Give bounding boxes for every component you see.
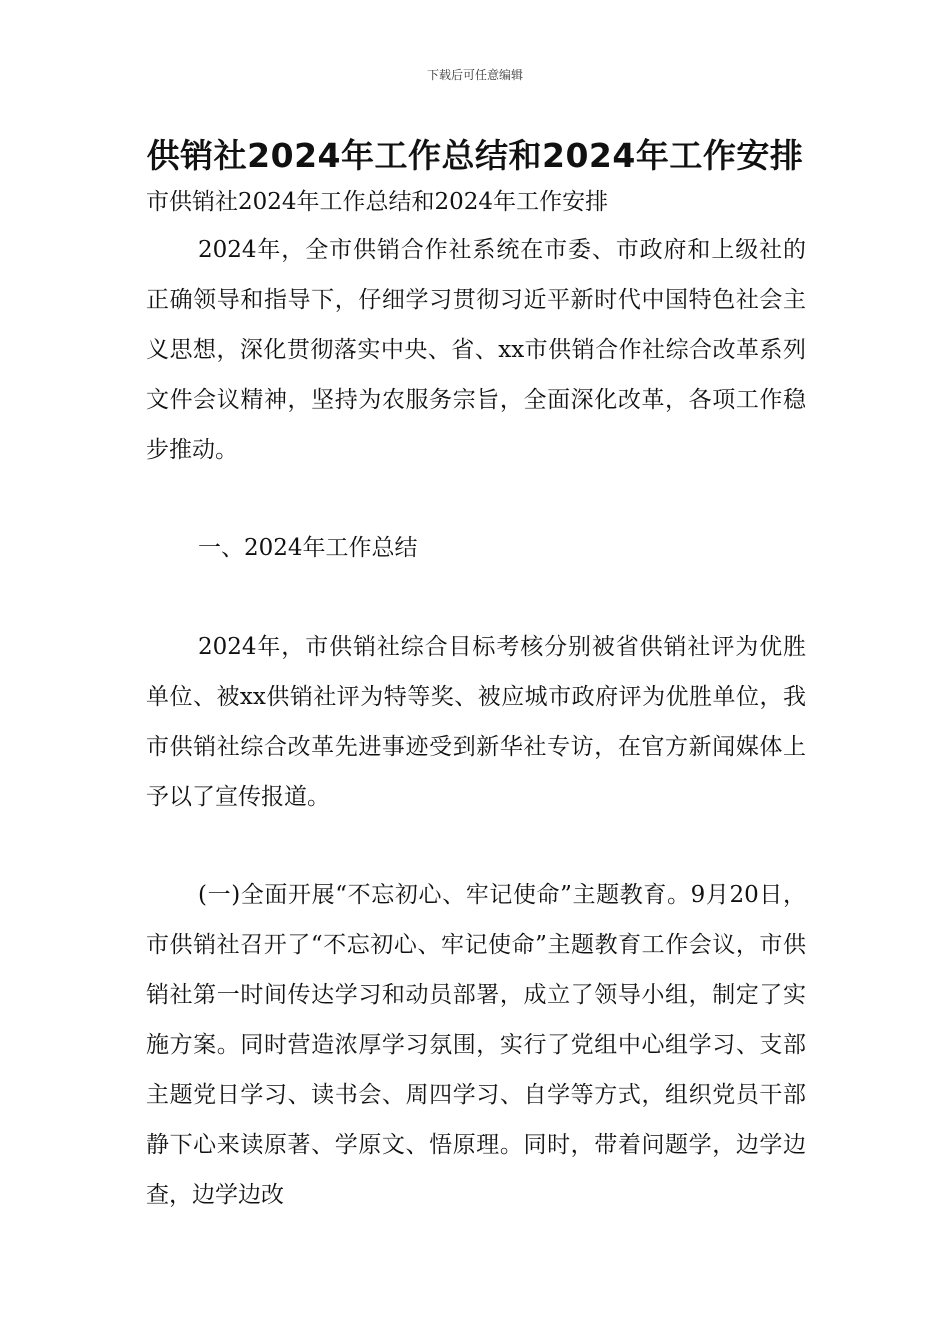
- section-heading: 一、2024年工作总结: [198, 535, 418, 561]
- document-title: 供销社2024年工作总结和2024年工作安排: [146, 136, 804, 175]
- summary-paragraph: 2024年，市供销社综合目标考核分别被省供销社评为优胜单位、被xx供销社评为特等奖、被应城市政府评为优胜单位，我市供销社综合改革先进事迹受到新华社专访，在官方新闻媒体上予以了宣传报道。: [146, 634, 806, 810]
- item-paragraph: (一)全面开展“不忘初心、牢记使命”主题教育。9月20日，市供销社召开了“不忘初心、牢记使命”主题教育工作会议，市供销社第一时间传达学习和动员部署，成立了领导小组，制定了实施方案。同时营造浓厚学习氛围，实行了党组中心组学习、支部主题党日学习、读书会、周四学习、自学等方式，组织党员干部静下心来读原著、学原文、悟原理。同时，带着问题学，边学边查，边学边改: [146, 882, 806, 1208]
- page-header-note: 下载后可任意编辑: [426, 68, 523, 82]
- intro-paragraph: 2024年，全市供销合作社系统在市委、市政府和上级社的正确领导和指导下，仔细学习贯彻习近平新时代中国特色社会主义思想，深化贯彻落实中央、省、xx市供销合作社综合改革系列文件会议精神，坚持为农服务宗旨，全面深化改革，各项工作稳步推动。: [146, 237, 806, 463]
- document-subtitle: 市供销社2024年工作总结和2024年工作安排: [146, 189, 609, 215]
